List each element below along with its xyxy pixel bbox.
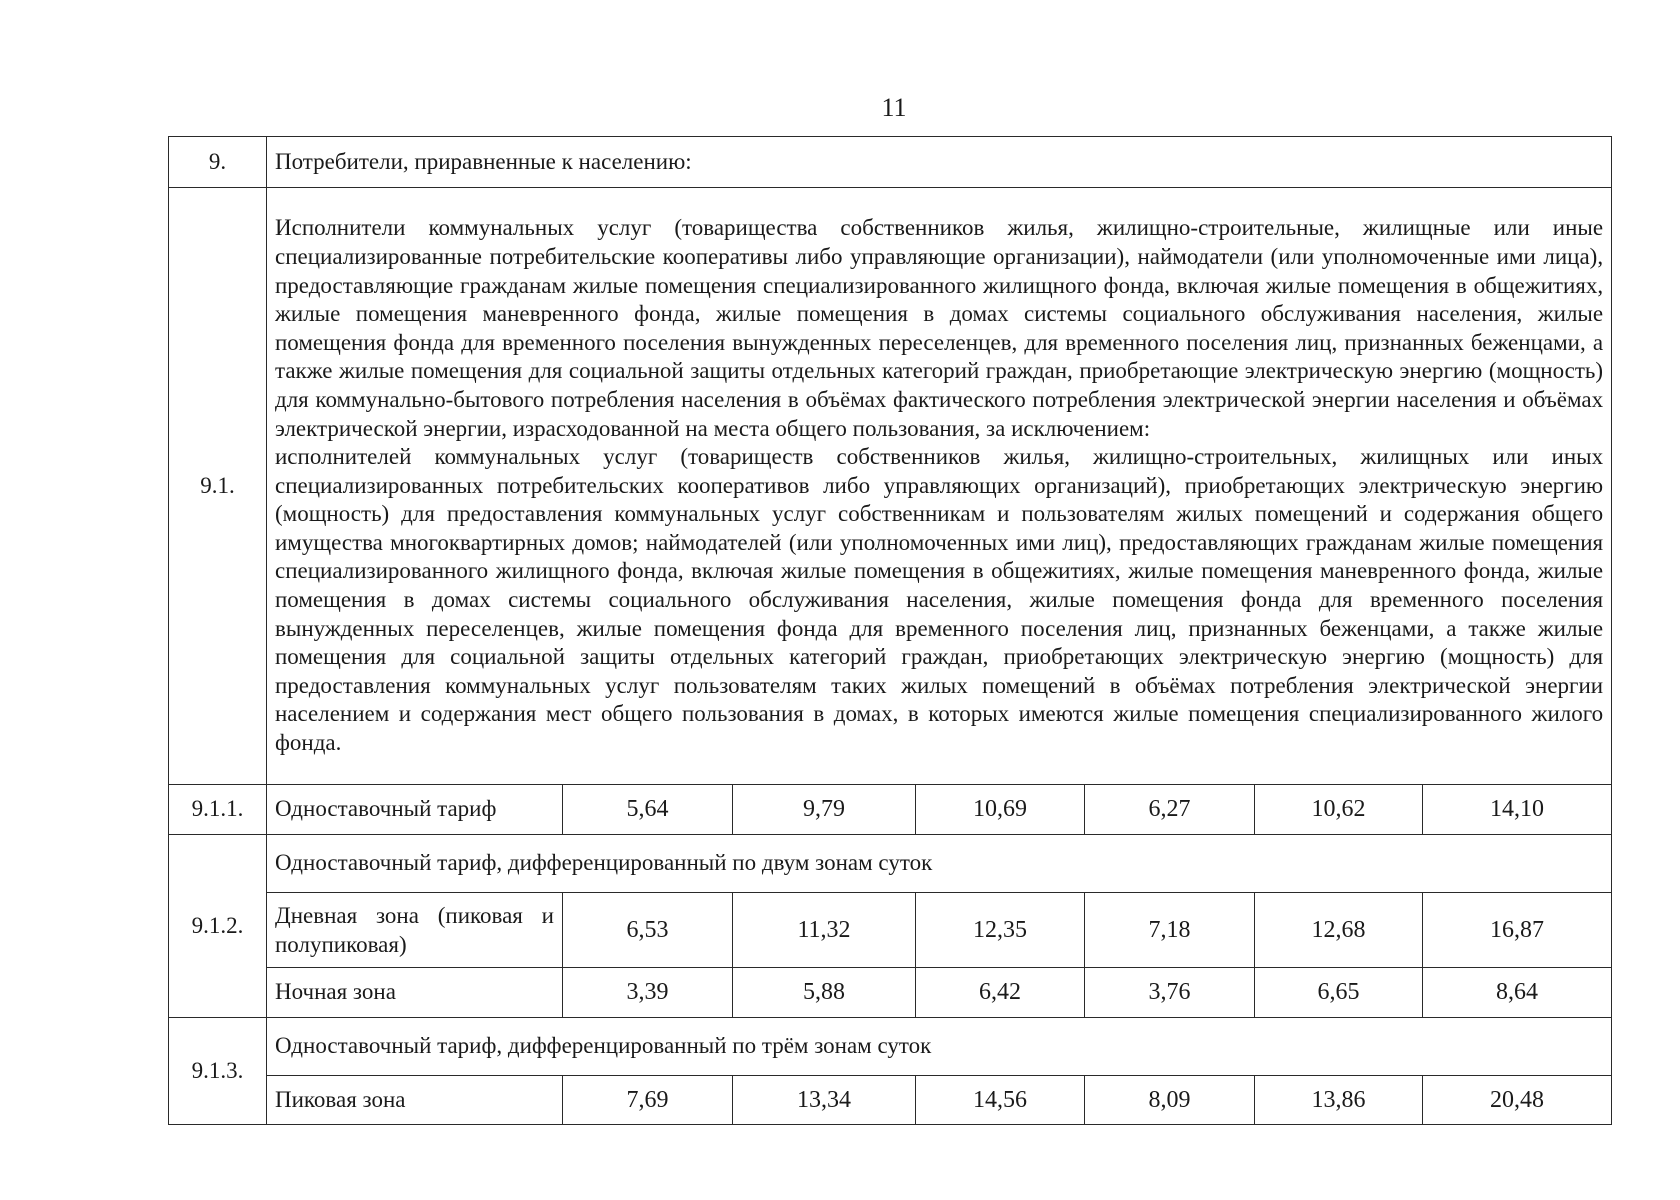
tariff-value: 12,35 (916, 893, 1085, 968)
row-number: 9.1.1. (169, 785, 267, 835)
two-zone-heading: Одноставочный тариф, дифференцированный по двум зонам суток (267, 835, 1612, 893)
row-two-zone-heading (169, 835, 1612, 893)
tariff-value: 9,79 (733, 785, 916, 835)
tariff-label: Одноставочный тариф (267, 785, 563, 835)
tariff-value: 7,18 (1085, 893, 1255, 968)
row-three-zone-heading (169, 1018, 1612, 1076)
tariff-value: 12,68 (1255, 893, 1423, 968)
tariff-label: Дневная зона (пиковая и полупиковая) (267, 893, 563, 968)
tariff-value: 20,48 (1423, 1076, 1612, 1125)
page-number: 11 (881, 93, 907, 122)
tariff-value: 14,56 (916, 1076, 1085, 1125)
tariff-label: Ночная зона (267, 968, 563, 1018)
tariff-table (168, 136, 1612, 1125)
row-number: 9.1. (169, 188, 267, 785)
tariff-label: Пиковая зона (267, 1076, 563, 1125)
row-peak-zone (169, 1076, 1612, 1125)
tariff-value: 16,87 (1423, 893, 1612, 968)
tariff-value: 5,88 (733, 968, 916, 1018)
tariff-value: 14,10 (1423, 785, 1612, 835)
tariff-value: 10,62 (1255, 785, 1423, 835)
row-group-9-1 (169, 188, 1612, 785)
row-number: 9.1.2. (169, 835, 267, 1018)
row-number: 9.1.3. (169, 1018, 267, 1125)
tariff-value: 3,39 (563, 968, 733, 1018)
tariff-value: 13,34 (733, 1076, 916, 1125)
row-day-zone (169, 893, 1612, 968)
tariff-value: 8,09 (1085, 1076, 1255, 1125)
tariff-value: 10,69 (916, 785, 1085, 835)
tariff-value: 6,53 (563, 893, 733, 968)
tariff-value: 6,27 (1085, 785, 1255, 835)
tariff-value: 8,64 (1423, 968, 1612, 1018)
tariff-value: 3,76 (1085, 968, 1255, 1018)
row-single-rate (169, 785, 1612, 835)
tariff-value: 6,42 (916, 968, 1085, 1018)
tariff-value: 11,32 (733, 893, 916, 968)
row-night-zone (169, 968, 1612, 1018)
tariff-value: 13,86 (1255, 1076, 1423, 1125)
group-description (267, 188, 1612, 785)
section-title: Потребители, приравненные к населению: (267, 137, 1612, 188)
row-number: 9. (169, 137, 267, 188)
description-paragraph: Исполнители коммунальных услуг (товарищества собственников жилья, жилищно-строительные, жилищные или иные специализированные потребительские кооперативы либо управляющие организации), наймодатели (или уполномоченные ими лица), предоставляющие гражданам жилые помещения специализированного жилищного фонда, включая жилые помещения в общежитиях, жилые помещения маневренного фонда, жилые помещения в домах системы социального обслуживания населения, жилые помещения фонда для временного поселения вынужденных переселенцев, для временного поселения лиц, признанных беженцами, а также жилые помещения для социальной защиты отдельных категорий граждан, приобретающие электрическую энергию (мощность) для коммунально-бытового потребления населения в объёмах фактического потребления электрической энергии населения и объёмах электрической энергии, израсходованной на места общего пользования, за исключением: (275, 215, 1604, 441)
row-section-9 (169, 137, 1612, 188)
tariff-value: 6,65 (1255, 968, 1423, 1018)
tariff-value: 5,64 (563, 785, 733, 835)
exception-paragraph: исполнителей коммунальных услуг (товариществ собственников жилья, жилищно-строительных, жилищных или иных специализированных потребительских кооперативов либо управляющих организаций), приобретающих электрическую энергию (мощность) для предоставления коммунальных услуг собственникам и пользователям жилых помещений и содержания общего имущества многоквартирных домов; наймодателей (или уполномоченных ими лиц), предоставляющих гражданам жилые помещения специализированного жилищного фонда, включая жилые помещения в общежитиях, жилые помещения маневренного фонда, жилые помещения в домах системы социального обслуживания населения, жилые помещения фонда для временного поселения вынужденных переселенцев, жилые помещения фонда для временного поселения лиц, признанных беженцами, а также жилые помещения для социальной защиты отдельных категорий граждан, приобретающих электрическую энергию (мощность) для предоставления коммунальных услуг пользователям таких жилых помещений в объёмах потребления электрической энергии населением и содержания мест общего пользования в домах, в которых имеются жилые помещения специализированного жилого фонда. (275, 444, 1604, 756)
three-zone-heading: Одноставочный тариф, дифференцированный по трём зонам суток (267, 1018, 1612, 1076)
tariff-value: 7,69 (563, 1076, 733, 1125)
